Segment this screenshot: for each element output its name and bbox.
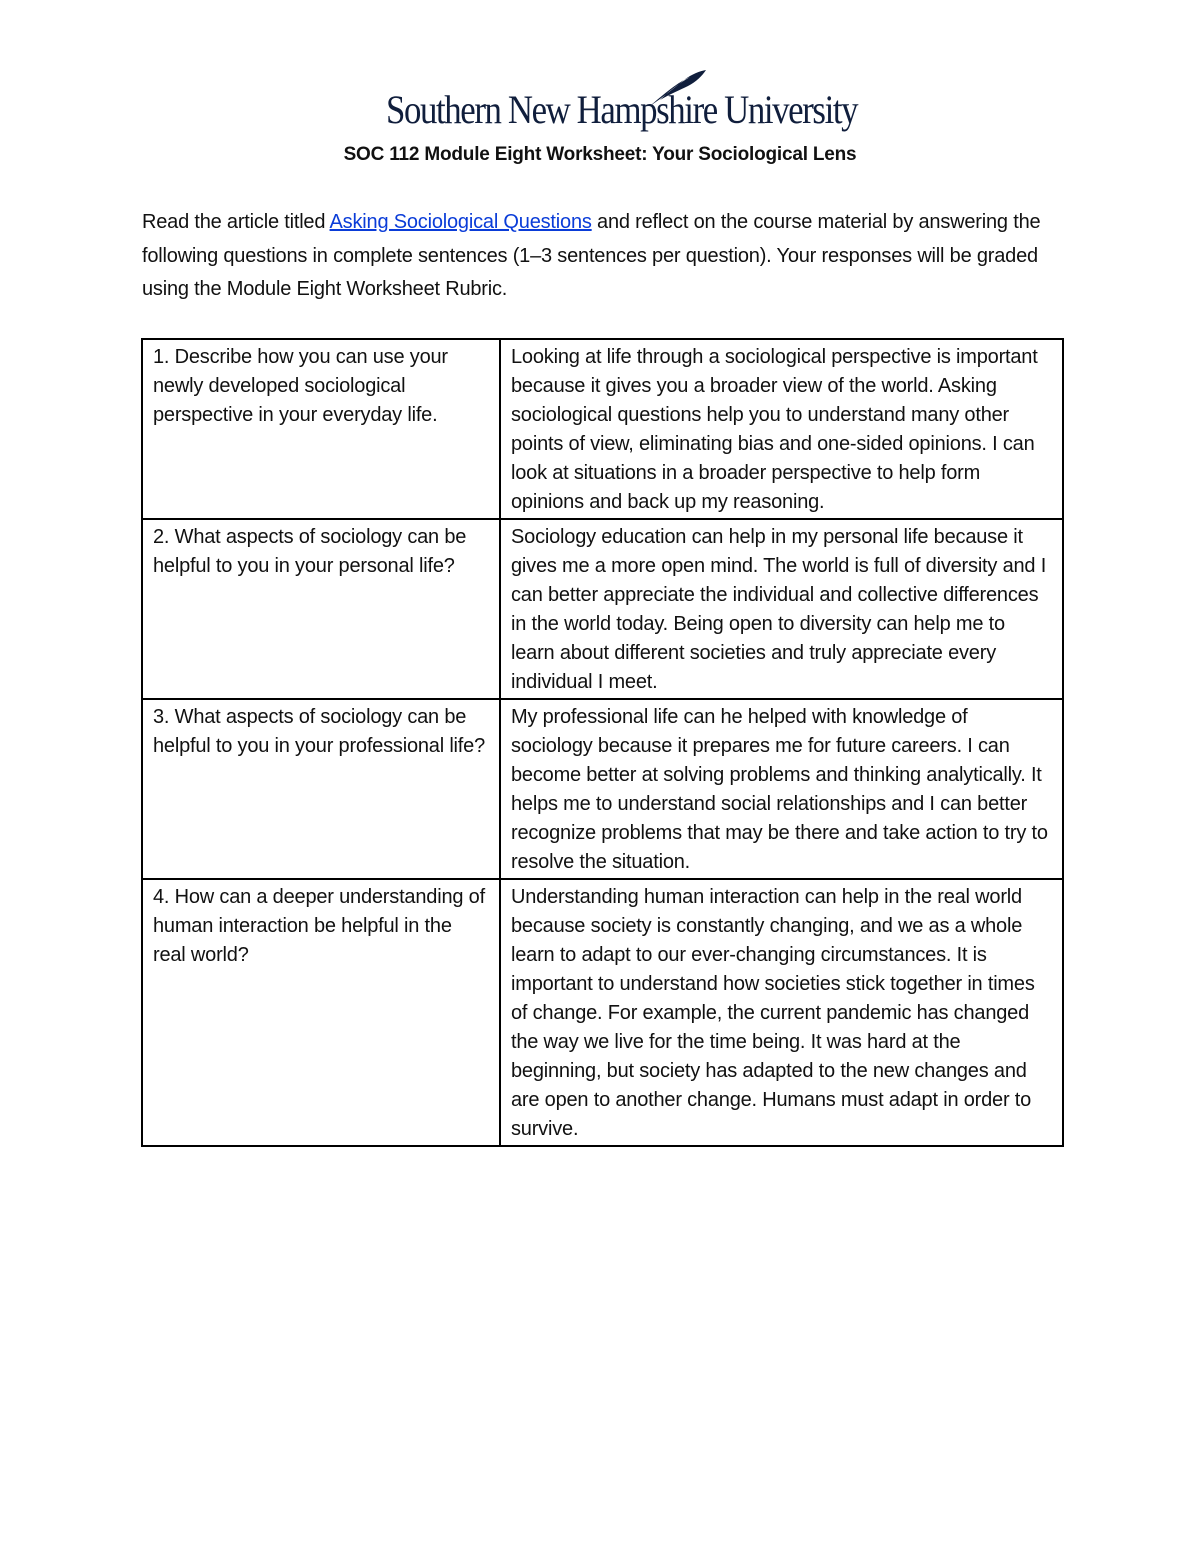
university-logo (386, 66, 858, 138)
question-cell: 2. What aspects of sociology can be helpful to you in your personal life? (142, 519, 500, 699)
page-title: SOC 112 Module Eight Worksheet: Your Sociological Lens (343, 144, 857, 165)
instructions-paragraph (142, 206, 1060, 307)
answer-cell: Understanding human interaction can help in the real world because society is constantly changing, and we as a whole learn to adapt to our ever-changing circumstances. It is important to understand how societies stick together in times of change. For example, the current pandemic has changed the way we live for the time being. It was hard at the beginning, but society has adapted to the new changes and are open to another change. Humans must adapt in order to survive. (500, 879, 1063, 1146)
answer-cell: Sociology education can help in my personal life because it gives me a more open mind. The world is full of diversity and I can better appreciate the individual and collective differences in the world today. Being open to diversity can help me to learn about different societies and truly appreciate every individual I meet. (500, 519, 1063, 699)
answer-cell: My professional life can he helped with knowledge of sociology because it prepares me for future careers. I can become better at solving problems and thinking analytically. It helps me to understand social relationships and I can better recognize problems that may be there and take action to try to resolve the situation. (500, 699, 1063, 879)
logo-wordmark: Southern New Hampshire University (386, 87, 858, 132)
question-answer-table (141, 338, 1064, 1147)
article-link[interactable]: Asking Sociological Questions (329, 211, 592, 233)
table-row (142, 519, 1063, 699)
table-row (142, 879, 1063, 1146)
table-row (142, 339, 1063, 519)
intro-text-before-link: Read the article titled (142, 211, 330, 233)
question-cell: 1. Describe how you can use your newly developed sociological perspective in your everyday life. (142, 339, 500, 519)
answer-cell: Looking at life through a sociological perspective is important because it gives you a broader view of the world. Asking sociological questions help you to understand many other points of view, eliminating bias and one-sided opinions. I can look at situations in a broader perspective to help form opinions and back up my reasoning. (500, 339, 1063, 519)
table-row (142, 699, 1063, 879)
intro-text-after-link: and reflect on the course material by answering the following questions in complete sentences (1–3 sentences per question). Your responses will be graded using the Module Eight Worksheet Rubric. (142, 211, 1041, 300)
question-cell: 3. What aspects of sociology can be helpful to you in your professional life? (142, 699, 500, 879)
question-cell: 4. How can a deeper understanding of human interaction be helpful in the real world? (142, 879, 500, 1146)
